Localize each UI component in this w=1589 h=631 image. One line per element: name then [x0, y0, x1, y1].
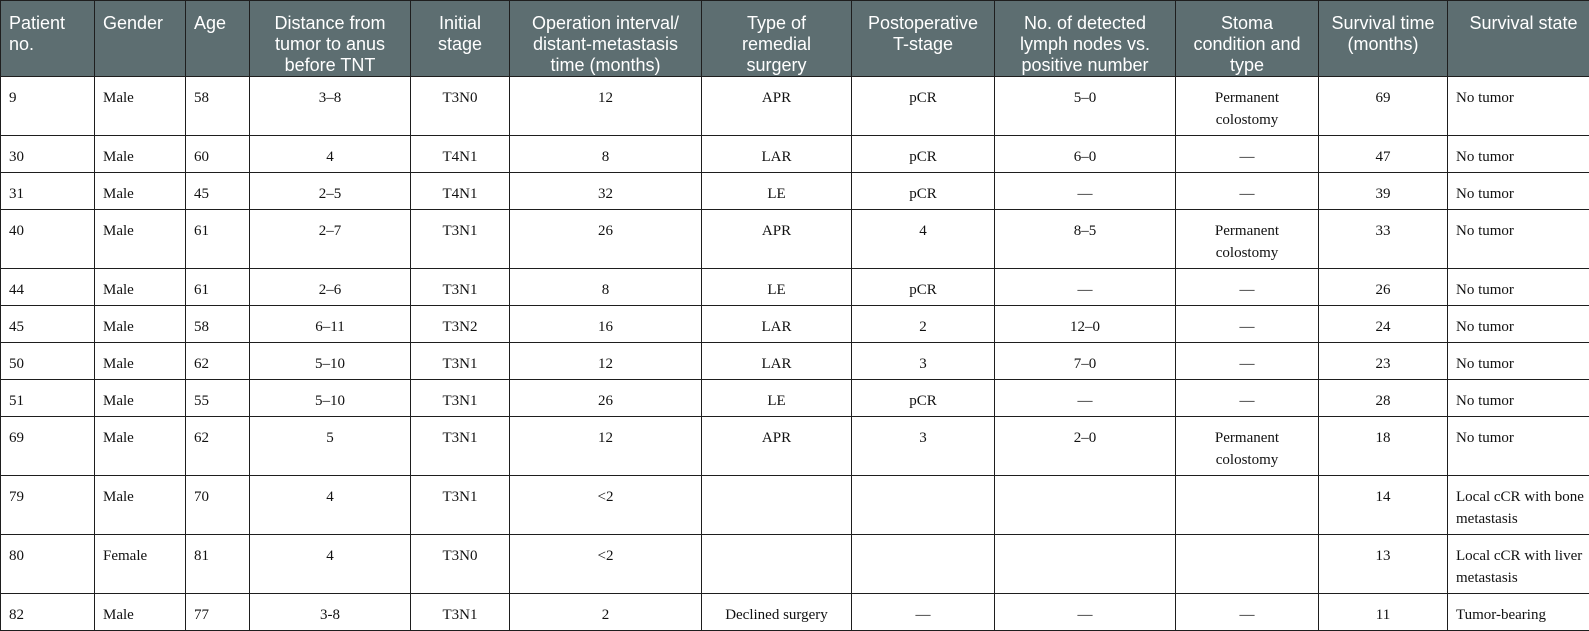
cell-distance: 2–5 — [250, 173, 411, 210]
cell-lymph-nodes — [995, 476, 1176, 535]
cell-survival-state: No tumor — [1448, 343, 1589, 380]
cell-distance: 4 — [250, 476, 411, 535]
cell-initial-stage: T3N2 — [411, 306, 510, 343]
cell-stoma: Permanent colostomy — [1176, 210, 1319, 269]
cell-postoperative-t-stage — [852, 476, 995, 535]
cell-distance: 5–10 — [250, 380, 411, 417]
cell-operation-interval: 12 — [510, 343, 702, 380]
table-row — [1, 594, 1589, 631]
cell-patient-no: 40 — [1, 210, 95, 269]
cell-initial-stage: T3N0 — [411, 535, 510, 594]
cell-stoma: Permanent colostomy — [1176, 417, 1319, 476]
table-row — [1, 535, 1589, 594]
cell-survival-time: 47 — [1319, 136, 1448, 173]
cell-stoma: Permanent colostomy — [1176, 77, 1319, 136]
cell-postoperative-t-stage: 3 — [852, 417, 995, 476]
table-row — [1, 343, 1589, 380]
cell-remedial-surgery: LAR — [702, 343, 852, 380]
cell-initial-stage: T3N0 — [411, 77, 510, 136]
cell-patient-no: 51 — [1, 380, 95, 417]
cell-operation-interval: <2 — [510, 535, 702, 594]
cell-distance: 6–11 — [250, 306, 411, 343]
header-survival-state: Survival state — [1448, 1, 1589, 77]
cell-patient-no: 30 — [1, 136, 95, 173]
header-distance: Distance from tumor to anus before TNT — [250, 1, 411, 77]
cell-patient-no: 79 — [1, 476, 95, 535]
cell-survival-time: 14 — [1319, 476, 1448, 535]
header-gender: Gender — [95, 1, 186, 77]
cell-survival-state: No tumor — [1448, 173, 1589, 210]
cell-operation-interval: 16 — [510, 306, 702, 343]
cell-gender: Male — [95, 306, 186, 343]
header-patient-no: Patient no. — [1, 1, 95, 77]
cell-postoperative-t-stage: pCR — [852, 77, 995, 136]
table-row — [1, 476, 1589, 535]
cell-initial-stage: T3N1 — [411, 476, 510, 535]
cell-distance: 5–10 — [250, 343, 411, 380]
cell-operation-interval: 8 — [510, 269, 702, 306]
header-postoperative-t-stage: Postoperative T-stage — [852, 1, 995, 77]
cell-distance: 2–7 — [250, 210, 411, 269]
cell-survival-state: No tumor — [1448, 77, 1589, 136]
cell-stoma: — — [1176, 380, 1319, 417]
cell-postoperative-t-stage: 3 — [852, 343, 995, 380]
cell-age: 61 — [186, 210, 250, 269]
cell-initial-stage: T3N1 — [411, 380, 510, 417]
cell-postoperative-t-stage: 4 — [852, 210, 995, 269]
cell-survival-state: No tumor — [1448, 417, 1589, 476]
cell-survival-state: No tumor — [1448, 136, 1589, 173]
cell-patient-no: 82 — [1, 594, 95, 631]
header-age: Age — [186, 1, 250, 77]
cell-postoperative-t-stage: 2 — [852, 306, 995, 343]
cell-gender: Male — [95, 594, 186, 631]
cell-survival-state: Local cCR with bone metastasis — [1448, 476, 1589, 535]
cell-survival-state: No tumor — [1448, 306, 1589, 343]
cell-initial-stage: T3N1 — [411, 210, 510, 269]
cell-initial-stage: T3N1 — [411, 343, 510, 380]
cell-distance: 5 — [250, 417, 411, 476]
cell-initial-stage: T3N1 — [411, 417, 510, 476]
cell-stoma: — — [1176, 306, 1319, 343]
cell-age: 62 — [186, 343, 250, 380]
cell-lymph-nodes: 2–0 — [995, 417, 1176, 476]
cell-operation-interval: 2 — [510, 594, 702, 631]
cell-gender: Male — [95, 343, 186, 380]
cell-lymph-nodes — [995, 535, 1176, 594]
cell-remedial-surgery — [702, 535, 852, 594]
cell-age: 60 — [186, 136, 250, 173]
cell-stoma — [1176, 476, 1319, 535]
cell-distance: 2–6 — [250, 269, 411, 306]
cell-operation-interval: 26 — [510, 380, 702, 417]
header-row — [1, 1, 1589, 77]
cell-survival-time: 24 — [1319, 306, 1448, 343]
table-row — [1, 77, 1589, 136]
header-initial-stage: Initial stage — [411, 1, 510, 77]
cell-patient-no: 9 — [1, 77, 95, 136]
cell-distance: 3-8 — [250, 594, 411, 631]
cell-stoma: — — [1176, 269, 1319, 306]
cell-patient-no: 50 — [1, 343, 95, 380]
cell-initial-stage: T3N1 — [411, 594, 510, 631]
cell-age: 45 — [186, 173, 250, 210]
cell-postoperative-t-stage: pCR — [852, 380, 995, 417]
cell-lymph-nodes: 5–0 — [995, 77, 1176, 136]
cell-postoperative-t-stage: pCR — [852, 269, 995, 306]
cell-operation-interval: 12 — [510, 77, 702, 136]
header-survival-time: Survival time (months) — [1319, 1, 1448, 77]
cell-survival-state: Local cCR with liver metastasis — [1448, 535, 1589, 594]
cell-gender: Male — [95, 269, 186, 306]
cell-gender: Male — [95, 77, 186, 136]
cell-remedial-surgery: Declined surgery — [702, 594, 852, 631]
cell-remedial-surgery: LE — [702, 173, 852, 210]
cell-stoma: — — [1176, 136, 1319, 173]
cell-gender: Male — [95, 380, 186, 417]
table-row — [1, 380, 1589, 417]
table-row — [1, 306, 1589, 343]
cell-patient-no: 69 — [1, 417, 95, 476]
cell-remedial-surgery: APR — [702, 417, 852, 476]
header-remedial-surgery: Type of remedial surgery — [702, 1, 852, 77]
cell-stoma — [1176, 535, 1319, 594]
cell-postoperative-t-stage: pCR — [852, 136, 995, 173]
cell-age: 77 — [186, 594, 250, 631]
cell-survival-time: 39 — [1319, 173, 1448, 210]
cell-gender: Male — [95, 417, 186, 476]
cell-survival-state: No tumor — [1448, 210, 1589, 269]
cell-gender: Male — [95, 173, 186, 210]
cell-survival-time: 28 — [1319, 380, 1448, 417]
table-row — [1, 136, 1589, 173]
cell-lymph-nodes: 7–0 — [995, 343, 1176, 380]
cell-lymph-nodes: 6–0 — [995, 136, 1176, 173]
cell-lymph-nodes: — — [995, 269, 1176, 306]
cell-operation-interval: 26 — [510, 210, 702, 269]
cell-remedial-surgery — [702, 476, 852, 535]
cell-lymph-nodes: — — [995, 594, 1176, 631]
cell-gender: Male — [95, 476, 186, 535]
cell-age: 62 — [186, 417, 250, 476]
cell-remedial-surgery: APR — [702, 210, 852, 269]
cell-initial-stage: T4N1 — [411, 136, 510, 173]
cell-age: 81 — [186, 535, 250, 594]
cell-age: 61 — [186, 269, 250, 306]
cell-patient-no: 80 — [1, 535, 95, 594]
cell-age: 70 — [186, 476, 250, 535]
cell-survival-state: Tumor-bearing — [1448, 594, 1589, 631]
cell-remedial-surgery: LAR — [702, 306, 852, 343]
cell-operation-interval: <2 — [510, 476, 702, 535]
header-stoma: Stoma condition and type — [1176, 1, 1319, 77]
cell-patient-no: 44 — [1, 269, 95, 306]
cell-operation-interval: 32 — [510, 173, 702, 210]
cell-stoma: — — [1176, 173, 1319, 210]
cell-age: 58 — [186, 77, 250, 136]
cell-survival-state: No tumor — [1448, 380, 1589, 417]
cell-distance: 4 — [250, 136, 411, 173]
cell-survival-state: No tumor — [1448, 269, 1589, 306]
cell-distance: 4 — [250, 535, 411, 594]
cell-remedial-surgery: APR — [702, 77, 852, 136]
cell-age: 58 — [186, 306, 250, 343]
cell-lymph-nodes: — — [995, 173, 1176, 210]
cell-gender: Male — [95, 210, 186, 269]
cell-gender: Female — [95, 535, 186, 594]
cell-survival-time: 33 — [1319, 210, 1448, 269]
cell-postoperative-t-stage — [852, 535, 995, 594]
cell-gender: Male — [95, 136, 186, 173]
cell-survival-time: 13 — [1319, 535, 1448, 594]
header-lymph-nodes: No. of detected lymph nodes vs. positive number — [995, 1, 1176, 77]
cell-distance: 3–8 — [250, 77, 411, 136]
cell-survival-time: 26 — [1319, 269, 1448, 306]
cell-stoma: — — [1176, 594, 1319, 631]
cell-operation-interval: 8 — [510, 136, 702, 173]
cell-survival-time: 11 — [1319, 594, 1448, 631]
table-row — [1, 173, 1589, 210]
table-row — [1, 210, 1589, 269]
cell-lymph-nodes: — — [995, 380, 1176, 417]
table-row — [1, 269, 1589, 306]
cell-initial-stage: T3N1 — [411, 269, 510, 306]
cell-postoperative-t-stage: pCR — [852, 173, 995, 210]
cell-age: 55 — [186, 380, 250, 417]
cell-patient-no: 31 — [1, 173, 95, 210]
cell-remedial-surgery: LE — [702, 380, 852, 417]
cell-initial-stage: T4N1 — [411, 173, 510, 210]
table-row — [1, 417, 1589, 476]
cell-remedial-surgery: LAR — [702, 136, 852, 173]
cell-stoma: — — [1176, 343, 1319, 380]
cell-postoperative-t-stage: — — [852, 594, 995, 631]
cell-operation-interval: 12 — [510, 417, 702, 476]
cell-lymph-nodes: 8–5 — [995, 210, 1176, 269]
cell-patient-no: 45 — [1, 306, 95, 343]
cell-survival-time: 18 — [1319, 417, 1448, 476]
header-operation-interval: Operation interval/ distant-metastasis time (months) — [510, 1, 702, 77]
cell-lymph-nodes: 12–0 — [995, 306, 1176, 343]
cell-survival-time: 23 — [1319, 343, 1448, 380]
cell-remedial-surgery: LE — [702, 269, 852, 306]
cell-survival-time: 69 — [1319, 77, 1448, 136]
